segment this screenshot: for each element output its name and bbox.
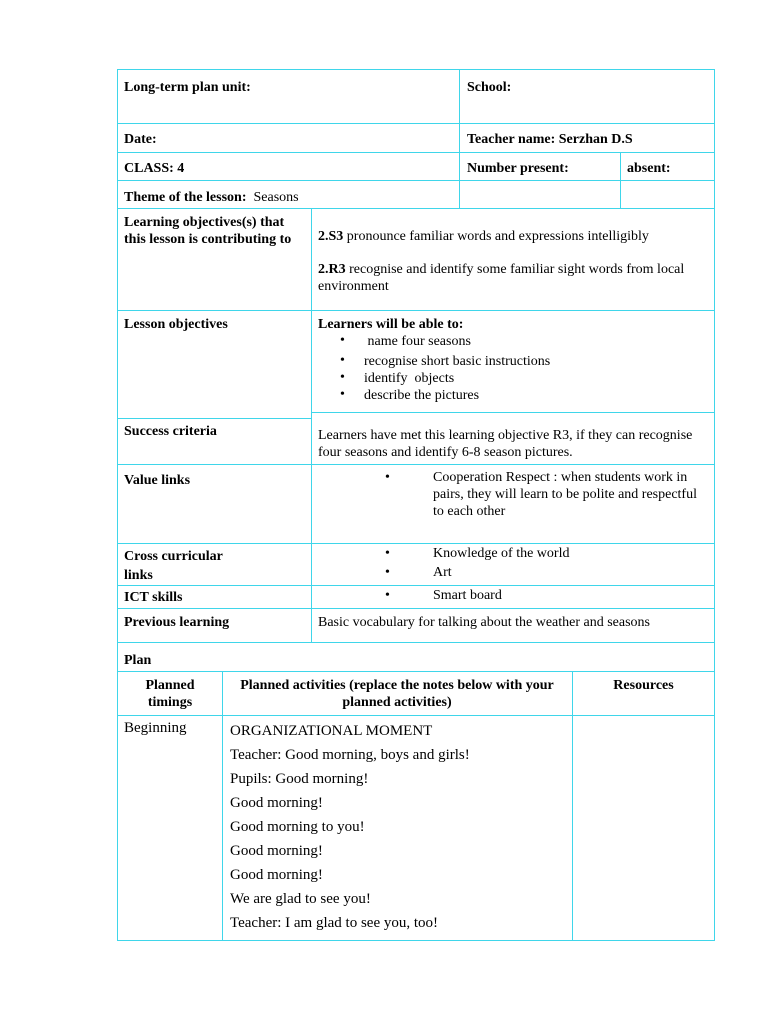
column-header-resources: Resources (613, 678, 674, 693)
lesson-objective-item: recognise short basic instructions (364, 354, 551, 369)
previous-learning-label: Previous learning (124, 615, 230, 630)
value-links-text: Cooperation Respect : when students work in pairs, they will learn to be polite and respectful to each other (433, 470, 697, 519)
row-divider (117, 464, 715, 465)
activity-line: Good morning! (230, 843, 323, 859)
absent-label: absent: (627, 161, 671, 176)
cross-curricular-item: Knowledge of the world (433, 546, 570, 561)
activity-line: Teacher: I am glad to see you, too! (230, 915, 439, 931)
lesson-objective-item: name four seasons (364, 334, 471, 349)
row-divider (117, 671, 715, 672)
row-divider (117, 585, 715, 586)
bullet-icon: • (340, 333, 345, 348)
column-divider (311, 208, 312, 642)
theme-row (124, 189, 299, 206)
date-label: Date: (124, 132, 157, 147)
learning-objective-item: 2.R3 recognise and identify some familiar sight words from local environment (318, 262, 685, 294)
long-term-plan-label: Long-term plan unit: (124, 80, 251, 95)
row-divider (117, 180, 715, 181)
bullet-icon: • (340, 353, 345, 368)
row-divider (311, 412, 715, 413)
column-divider (572, 671, 573, 940)
activity-line: Teacher: Good morning, boys and girls! (230, 747, 470, 763)
column-header-activities: Planned activities (replace the notes below with your planned activities) (240, 678, 554, 710)
class-label: CLASS: 4 (124, 161, 185, 176)
success-criteria-text: Learners have met this learning objective R3, if they can recognise four seasons and identify 6-8 season pictures. (318, 428, 693, 460)
row-divider (117, 715, 715, 716)
cross-curricular-label: Cross curricular links (124, 549, 223, 583)
activity-line: Good morning! (230, 867, 323, 883)
activity-line: We are glad to see you! (230, 891, 371, 907)
table-border (117, 940, 715, 941)
bullet-icon: • (385, 565, 390, 580)
teacher-name-label: Teacher name: Serzhan D.S (467, 132, 633, 147)
table-border (117, 69, 118, 941)
value-links-label: Value links (124, 473, 191, 488)
lesson-objective-item: describe the pictures (364, 388, 480, 403)
activity-line: ORGANIZATIONAL MOMENT (230, 723, 433, 739)
theme-value: Seasons (253, 190, 299, 205)
theme-label: Theme of the lesson: (124, 190, 247, 205)
row-divider (117, 123, 715, 124)
table-border (117, 69, 715, 70)
row-divider (117, 543, 715, 544)
row-divider (117, 310, 715, 311)
column-divider (222, 671, 223, 940)
row-divider (117, 152, 715, 153)
bullet-icon: • (385, 588, 390, 603)
row-divider (117, 608, 715, 609)
column-header-timings: Planned timings (145, 678, 195, 710)
success-criteria-label: Success criteria (124, 424, 217, 439)
activity-line: Good morning to you! (230, 819, 365, 835)
row-divider (117, 418, 311, 419)
column-divider (459, 69, 460, 208)
table-border (714, 69, 715, 941)
bullet-icon: • (340, 387, 345, 402)
lesson-objectives-label: Lesson objectives (124, 317, 228, 332)
bullet-icon: • (385, 470, 390, 485)
number-present-label: Number present: (467, 161, 569, 176)
lesson-objective-item: identify objects (364, 371, 455, 386)
row-divider (117, 208, 715, 209)
learning-objective-item: 2.S3 pronounce familiar words and expressions intelligibly (318, 229, 649, 244)
activity-line: Pupils: Good morning! (230, 771, 369, 787)
school-label: School: (467, 80, 512, 95)
ict-skills-label: ICT skills (124, 590, 183, 605)
plan-label: Plan (124, 653, 152, 668)
activity-line: Good morning! (230, 795, 323, 811)
ict-skills-item: Smart board (433, 588, 502, 603)
column-divider (620, 152, 621, 208)
lesson-objectives-heading: Learners will be able to: (318, 317, 464, 332)
bullet-icon: • (385, 546, 390, 561)
row-divider (117, 642, 715, 643)
cross-curricular-item: Art (433, 565, 452, 580)
previous-learning-text: Basic vocabulary for talking about the weather and seasons (318, 615, 651, 630)
bullet-icon: • (340, 370, 345, 385)
timing-cell: Beginning (124, 720, 187, 736)
learning-objectives-label: Learning objectives(s) that this lesson is contributing to (124, 215, 292, 247)
